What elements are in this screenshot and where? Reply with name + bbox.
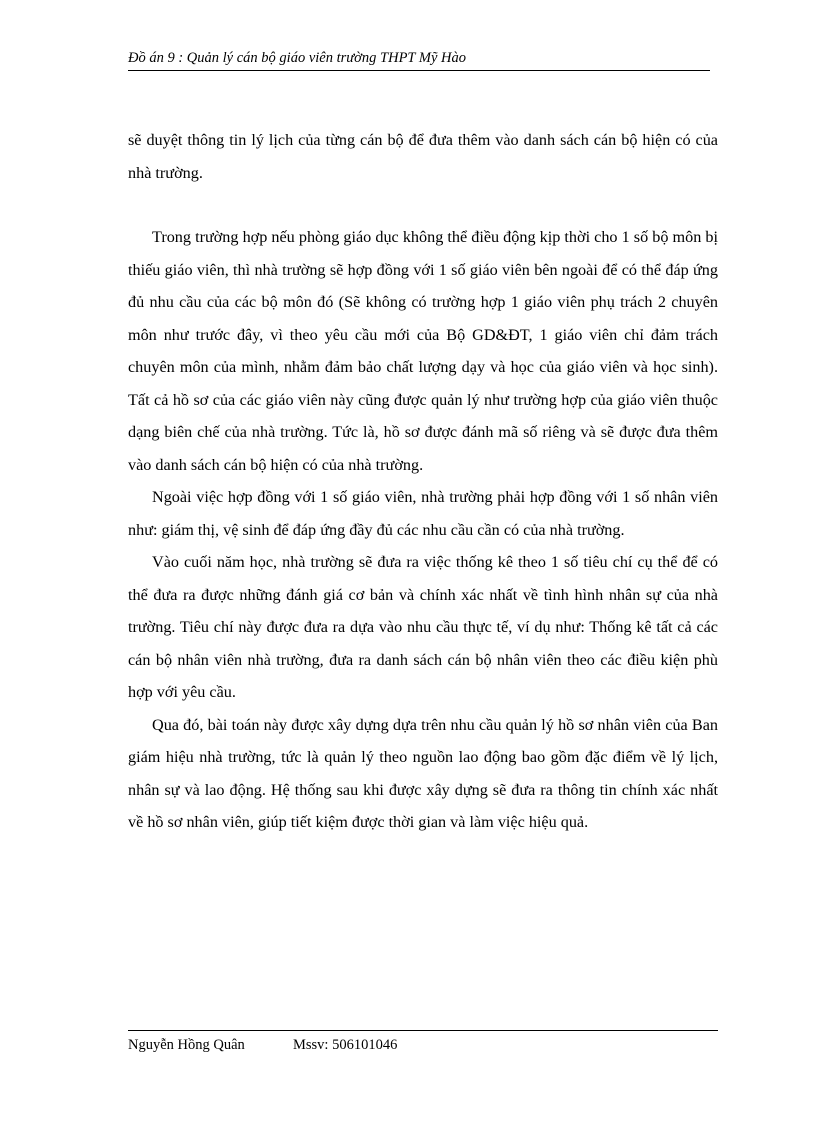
footer-student-id: Mssv: 506101046 — [293, 1037, 398, 1053]
paragraph-contract-staff: Ngoài việc hợp đồng với 1 số giáo viên, nhà trường phải hợp đồng với 1 số nhân viên như: giám thị, vệ sinh để đáp ứng đầy đủ các nhu cầu cần có của nhà trường. — [128, 488, 718, 539]
paragraph-problem-summary: Qua đó, bài toán này được xây dựng dựa trên nhu cầu quản lý hồ sơ nhân viên của Ban giám hiệu nhà trường, tức là quản lý theo nguồn lao động bao gồm đặc điểm về lý lịch, nhân sự và lao động. Hệ thống sau khi được xây dựng sẽ đưa ra thông tin chính xác nhất về hồ sơ nhân viên, giúp tiết kiệm được thời gian và làm việc hiệu quả. — [128, 715, 718, 831]
paragraph-spacer — [128, 189, 718, 221]
paragraph-contract-teachers: Trong trường hợp nếu phòng giáo dục không thể điều động kịp thời cho 1 số bộ môn bị thiếu giáo viên, thì nhà trường sẽ hợp đồng với 1 số giáo viên bên ngoài để có thể đáp ứng đủ nhu cầu của các bộ môn đó (Sẽ không có trường hợp 1 giáo viên phụ trách 2 chuyên môn như trước đây, vì theo yêu cầu mới của Bộ GD&ĐT, 1 giáo viên chỉ đảm trách chuyên môn của mình, nhằm đảm bảo chất lượng dạy và học của giáo viên và học sinh). Tất cả hồ sơ của các giáo viên này cũng được quản lý như trường hợp của giáo viên thuộc dạng biên chế của nhà trường. Tức là, hồ sơ được đánh mã số riêng và sẽ được đưa thêm vào danh sách cán bộ hiện có của nhà trường. — [128, 228, 718, 474]
paragraph-continuation: sẽ duyệt thông tin lý lịch của từng cán bộ để đưa thêm vào danh sách cán bộ hiện có của nhà trường. — [128, 131, 718, 182]
footer-author: Nguyễn Hồng Quân — [128, 1037, 245, 1053]
page-header — [128, 48, 710, 71]
document-body — [128, 124, 718, 839]
page-footer — [128, 1030, 718, 1055]
page-header-title: Đồ án 9 : Quản lý cán bộ giáo viên trường THPT Mỹ Hào — [128, 50, 466, 66]
paragraph-year-end-statistics: Vào cuối năm học, nhà trường sẽ đưa ra việc thống kê theo 1 số tiêu chí cụ thể để có thể đưa ra được những đánh giá cơ bản và chính xác nhất về tình hình nhân sự của nhà trường. Tiêu chí này được đưa ra dựa vào nhu cầu thực tế, ví dụ như: Thống kê tất cả các cán bộ nhân viên nhà trường, đưa ra danh sách cán bộ nhân viên theo các điều kiện phù hợp với yêu cầu. — [128, 553, 718, 701]
